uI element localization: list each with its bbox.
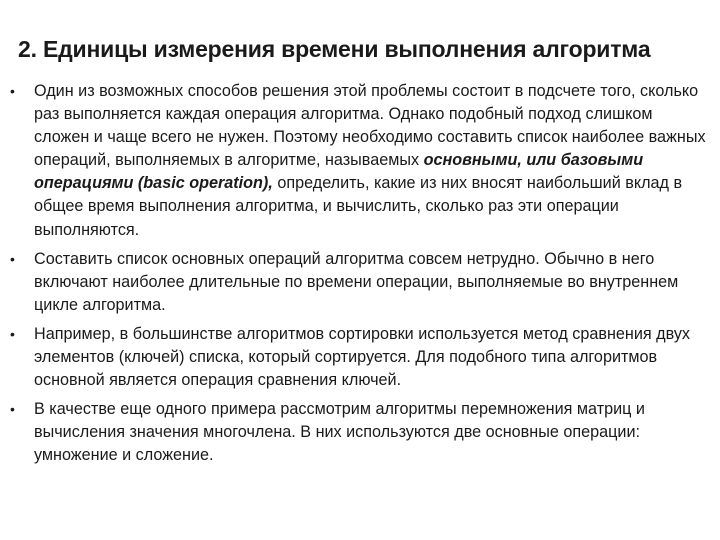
bullet-text-after: определить, какие из них вносят наибольший вклад в общее время выполнения алгоритма, и вычислить, сколько раз эти операции выполняются. xyxy=(34,174,683,239)
bullet-text-before: Один из возможных способов решения этой проблемы состоит в подсчете того, сколько раз выполняется каждая операция алгоритма. Однако подобный подход слишком сложен и чаще всего не нужен. Поэтому необходимо составить список наиболее важных операций, выполняемых в алгоритме, называемых xyxy=(34,82,706,170)
slide-title: 2. Единицы измерения времени выполнения алгоритма xyxy=(18,36,651,62)
bullet-item-2 xyxy=(8,248,712,317)
bullet-item-4 xyxy=(8,398,712,467)
bullet-list xyxy=(8,80,712,474)
bullet-text-emphasis: основными, или базовыми операциями (basic operation), xyxy=(34,151,644,193)
bullet-text: Например, в большинстве алгоритмов сортировки используется метод сравнения двух элементов (ключей) списка, который сортируется. Для подобного типа алгоритмов основной является операция сравнения ключей. xyxy=(34,324,691,390)
bullet-dot-icon: • xyxy=(10,83,15,99)
bullet-dot-icon: • xyxy=(10,401,15,418)
bullet-dot-icon: • xyxy=(10,250,15,267)
bullet-text: Составить список основных операций алгоритма совсем нетрудно. Обычно в него включают наиболее длительные по времени операции, выполняемые во внутреннем цикле алгоритма. xyxy=(34,249,679,314)
bullet-dot-icon: • xyxy=(10,325,15,342)
bullet-item-1 xyxy=(8,80,712,242)
bullet-text: В качестве еще одного примера рассмотрим алгоритмы перемножения матриц и вычисления значения многочлена. В них используются две основные операции: умножение и сложение. xyxy=(34,400,645,465)
bullet-item-3 xyxy=(8,323,712,392)
